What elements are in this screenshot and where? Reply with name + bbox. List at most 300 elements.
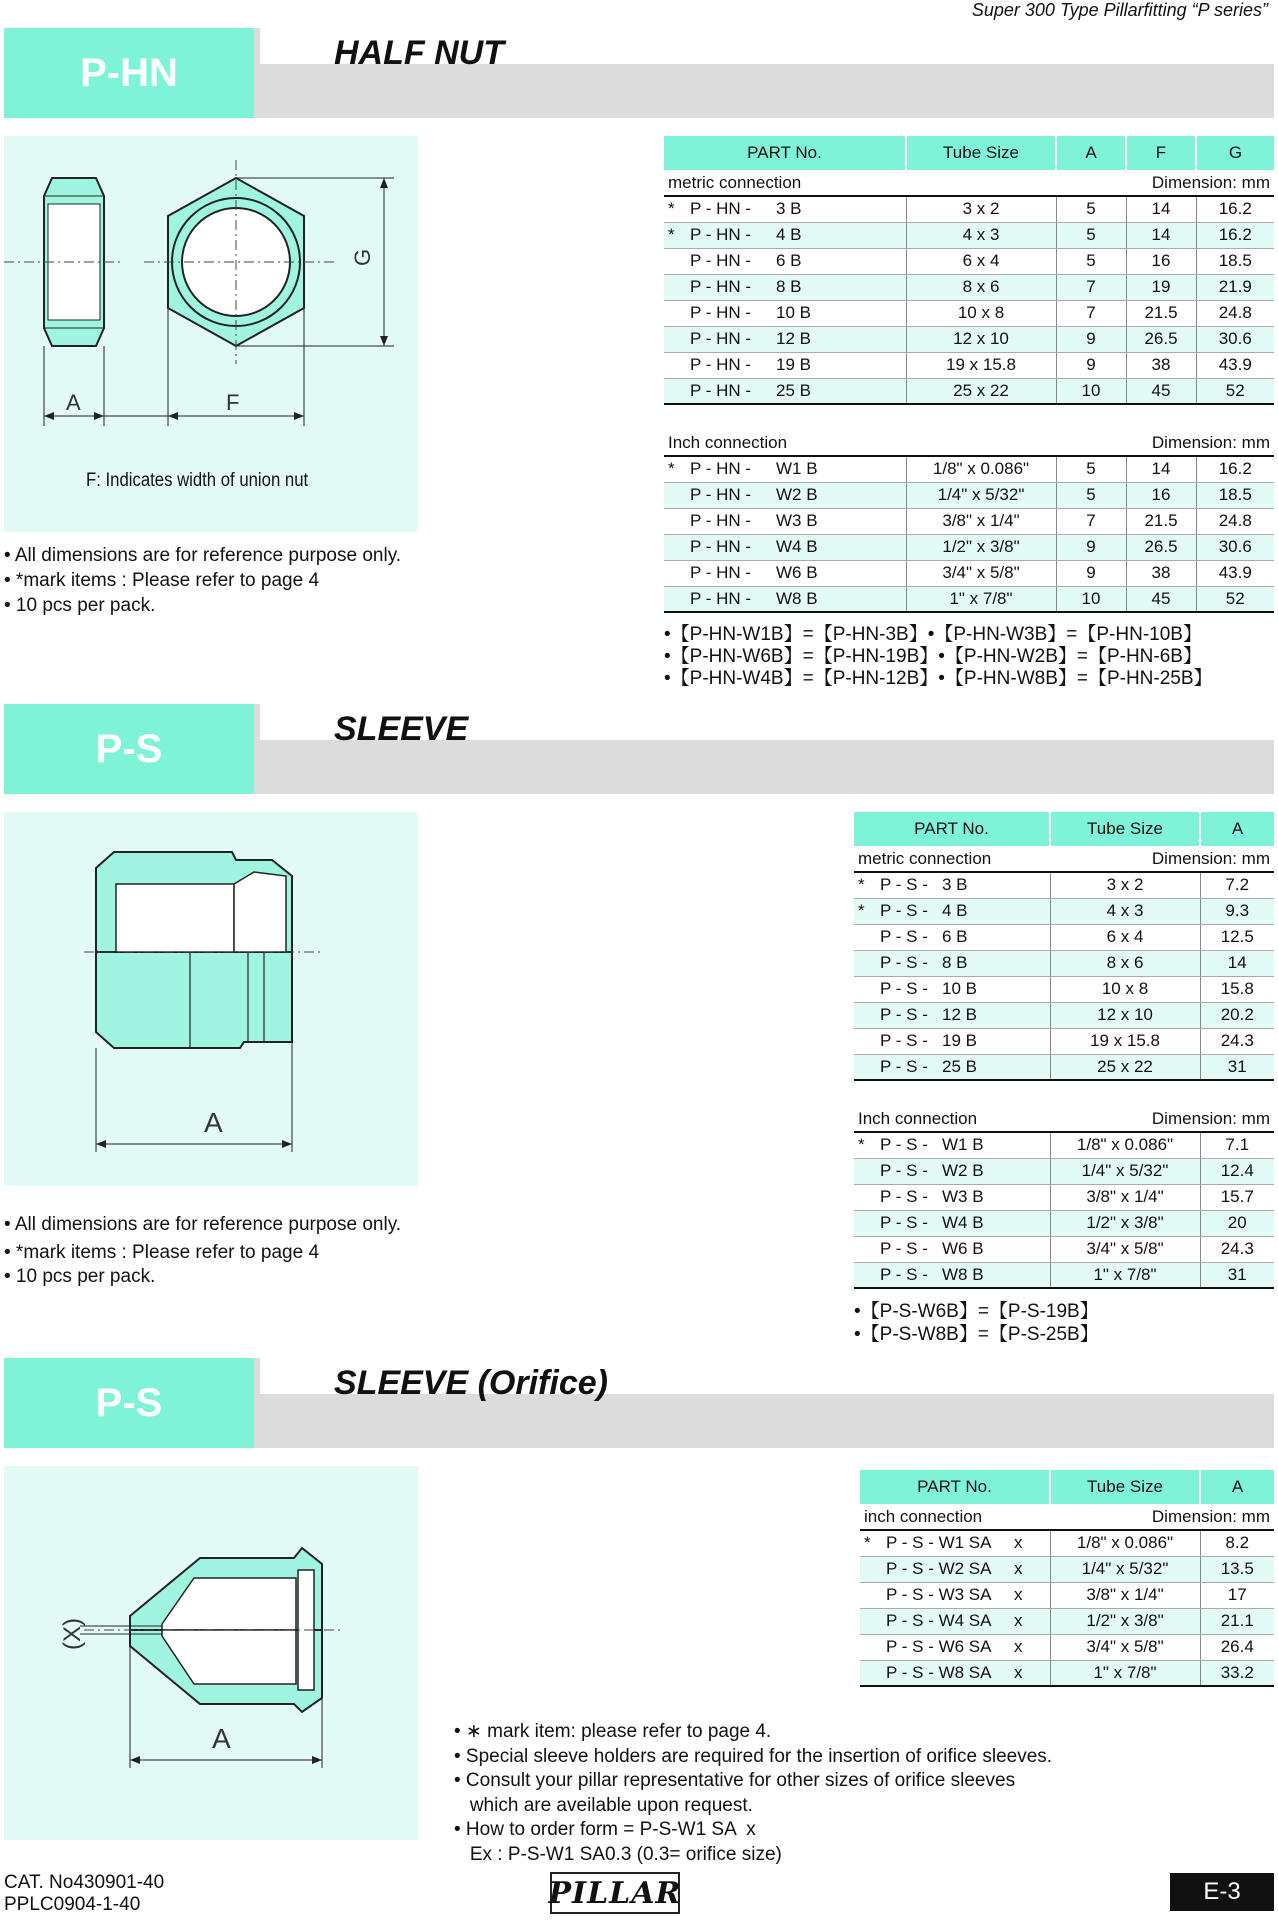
part-number-cell — [854, 924, 1050, 950]
value-cell: 24.8 — [1196, 300, 1274, 326]
part-prefix: P - HN - — [690, 563, 752, 582]
value-cell: 1/8" x 0.086" — [906, 456, 1056, 482]
value-cell: 6 x 4 — [906, 248, 1056, 274]
mark-star: * — [864, 1533, 871, 1553]
part-number-cell — [664, 222, 906, 248]
value-cell: 5 — [1056, 222, 1126, 248]
value-cell: 9 — [1056, 326, 1126, 352]
part-number-cell — [860, 1634, 1050, 1660]
value-cell: 31 — [1200, 1262, 1274, 1288]
part-suffix: x — [1014, 1585, 1023, 1604]
col-header-a: A — [1200, 812, 1274, 846]
part-number-cell — [664, 378, 906, 404]
value-cell: 43.9 — [1196, 352, 1274, 378]
part-prefix: P - S - W3 SA — [886, 1585, 992, 1604]
part-prefix: P - S - — [880, 875, 928, 895]
page-number: E-3 — [1170, 1873, 1274, 1911]
part-prefix: P - S - — [880, 1161, 928, 1180]
part-prefix: P - S - W8 SA — [886, 1662, 992, 1682]
part-prefix: P - HN - — [690, 251, 752, 270]
group-header-cell — [664, 430, 1274, 456]
part-suffix: x — [1014, 1533, 1023, 1553]
mark-star: * — [668, 459, 675, 479]
value-cell: 5 — [1056, 196, 1126, 222]
table-row — [854, 1054, 1274, 1080]
value-cell: 31 — [1200, 1054, 1274, 1080]
value-cell: 21.9 — [1196, 274, 1274, 300]
section-band-half-nut — [4, 28, 1274, 118]
value-cell: 1/8" x 0.086" — [1050, 1132, 1200, 1158]
value-cell: 52 — [1196, 378, 1274, 404]
part-number-cell — [854, 1054, 1050, 1080]
table-row — [664, 456, 1274, 482]
col-header-tube-size: Tube Size — [906, 136, 1056, 170]
part-number-cell — [664, 456, 906, 482]
value-cell: 1/4" x 5/32" — [1050, 1158, 1200, 1184]
part-suffix: 25 B — [776, 380, 811, 400]
value-cell: 33.2 — [1200, 1660, 1274, 1686]
table-row — [854, 1184, 1274, 1210]
value-cell: 16.2 — [1196, 456, 1274, 482]
value-cell: 26.5 — [1126, 534, 1196, 560]
part-number-cell — [854, 898, 1050, 924]
orifice-sleeve-table — [860, 1470, 1274, 1687]
note-line: • How to order form = P-S-W1 SA x — [454, 1819, 756, 1840]
catalog-number — [4, 1872, 164, 1916]
part-number-cell — [854, 1002, 1050, 1028]
value-cell: 7 — [1056, 274, 1126, 300]
part-number-cell — [860, 1608, 1050, 1634]
note-line: • *mark items : Please refer to page 4 — [4, 570, 320, 591]
value-cell: 25 x 22 — [906, 378, 1056, 404]
part-prefix: P - S - — [880, 1135, 928, 1155]
value-cell: 14 — [1126, 222, 1196, 248]
part-prefix: P - HN - — [690, 511, 752, 530]
part-suffix: W8 B — [776, 588, 818, 608]
part-prefix: P - S - — [880, 979, 928, 998]
connection-label: metric connection — [858, 848, 992, 868]
value-cell: 7.2 — [1200, 872, 1274, 898]
part-prefix: P - HN - — [690, 277, 752, 296]
part-suffix: 12 B — [776, 329, 811, 348]
part-suffix: 8 B — [776, 277, 802, 296]
part-number-cell — [664, 586, 906, 612]
value-cell: 30.6 — [1196, 326, 1274, 352]
part-number-cell — [860, 1660, 1050, 1686]
connection-label: inch connection — [864, 1506, 983, 1526]
table-row — [854, 872, 1274, 898]
dimension-unit-label: Dimension: mm — [1151, 848, 1270, 868]
value-cell: 45 — [1126, 586, 1196, 612]
group-header-row — [860, 1504, 1274, 1530]
value-cell: 1/2" x 3/8" — [906, 534, 1056, 560]
note-line: • All dimensions are for reference purpose only. — [4, 545, 402, 566]
part-number-cell — [664, 326, 906, 352]
col-header-tube-size: Tube Size — [1050, 1470, 1200, 1504]
value-cell: 25 x 22 — [1050, 1054, 1200, 1080]
part-suffix: 10 B — [942, 979, 977, 998]
part-suffix: 19 B — [776, 355, 811, 374]
part-number-cell — [860, 1530, 1050, 1556]
value-cell: 3/8" x 1/4" — [906, 508, 1056, 534]
part-number-cell — [854, 1262, 1050, 1288]
table-row — [860, 1530, 1274, 1556]
part-number-cell — [854, 1158, 1050, 1184]
part-prefix: P - S - — [880, 1031, 928, 1050]
note-line: • All dimensions are for reference purpose only. — [4, 1214, 402, 1235]
part-number-cell — [664, 300, 906, 326]
value-cell: 5 — [1056, 456, 1126, 482]
part-suffix: W2 B — [942, 1161, 984, 1180]
part-suffix: 19 B — [942, 1031, 977, 1050]
dim-label-a: A — [66, 390, 81, 415]
value-cell: 21.5 — [1126, 508, 1196, 534]
value-cell: 18.5 — [1196, 482, 1274, 508]
part-number-cell — [664, 508, 906, 534]
mark-star: * — [858, 1135, 865, 1155]
part-number-cell — [664, 482, 906, 508]
part-prefix: P - S - — [880, 1239, 928, 1258]
value-cell: 1/4" x 5/32" — [906, 482, 1056, 508]
section-title: HALF NUT — [334, 34, 504, 72]
part-prefix: P - HN - — [690, 459, 752, 479]
section-code: P-S — [4, 704, 254, 794]
part-prefix: P - S - W2 SA — [886, 1559, 992, 1578]
table-row — [854, 1262, 1274, 1288]
mark-star: * — [668, 225, 675, 244]
part-suffix: x — [1014, 1662, 1023, 1682]
table-row — [854, 976, 1274, 1002]
part-prefix: P - HN - — [690, 588, 752, 608]
table-row — [664, 560, 1274, 586]
table-row — [860, 1556, 1274, 1582]
group-header-cell — [854, 846, 1274, 872]
spacer-cell — [664, 404, 1274, 430]
part-number-cell — [860, 1582, 1050, 1608]
value-cell: 1/8" x 0.086" — [1050, 1530, 1200, 1556]
value-cell: 16.2 — [1196, 196, 1274, 222]
value-cell: 17 — [1200, 1582, 1274, 1608]
value-cell: 9 — [1056, 560, 1126, 586]
col-header-part-no: PART No. — [854, 812, 1050, 846]
dim-label-a: A — [212, 1723, 231, 1754]
orifice-sleeve-figure — [4, 1466, 418, 1840]
value-cell: 8 x 6 — [1050, 950, 1200, 976]
value-cell: 21.1 — [1200, 1608, 1274, 1634]
value-cell: 3/8" x 1/4" — [1050, 1184, 1200, 1210]
equivalent-line: •【P-S-W8B】=【P-S-25B】 — [854, 1324, 1099, 1345]
part-prefix: P - S - — [880, 1005, 928, 1024]
value-cell: 3/8" x 1/4" — [1050, 1582, 1200, 1608]
table-row — [664, 378, 1274, 404]
part-number-cell — [854, 1236, 1050, 1262]
value-cell: 52 — [1196, 586, 1274, 612]
value-cell: 15.7 — [1200, 1184, 1274, 1210]
section-code: P-HN — [4, 28, 254, 118]
note-line: • 10 pcs per pack. — [4, 595, 156, 616]
part-number-cell — [854, 1184, 1050, 1210]
value-cell: 16.2 — [1196, 222, 1274, 248]
part-prefix: P - HN - — [690, 225, 752, 244]
part-suffix: 6 B — [942, 927, 968, 946]
part-prefix: P - S - W4 SA — [886, 1611, 992, 1630]
half-nut-equivalents — [664, 624, 1213, 690]
table-row — [664, 248, 1274, 274]
table-row — [664, 508, 1274, 534]
table-row — [860, 1634, 1274, 1660]
value-cell: 19 — [1126, 274, 1196, 300]
value-cell: 19 x 15.8 — [906, 352, 1056, 378]
part-suffix: x — [1014, 1559, 1023, 1578]
col-header-g: G — [1196, 136, 1274, 170]
value-cell: 20.2 — [1200, 1002, 1274, 1028]
value-cell: 3/4" x 5/8" — [1050, 1236, 1200, 1262]
value-cell: 1" x 7/8" — [1050, 1262, 1200, 1288]
part-suffix: W3 B — [942, 1187, 984, 1206]
half-nut-notes — [4, 543, 401, 618]
table-row — [664, 586, 1274, 612]
dimension-unit-label: Dimension: mm — [1151, 432, 1270, 452]
part-prefix: P - HN - — [690, 537, 752, 556]
equivalent-line: •【P-HN-W1B】=【P-HN-3B】•【P-HN-W3B】=【P-HN-10B】 — [664, 624, 1202, 645]
value-cell: 1/2" x 3/8" — [1050, 1608, 1200, 1634]
dimension-unit-label: Dimension: mm — [1151, 172, 1270, 192]
part-suffix: 8 B — [942, 953, 968, 972]
part-prefix: P - HN - — [690, 485, 752, 504]
section-title: SLEEVE — [334, 710, 469, 748]
part-prefix: P - S - — [880, 953, 928, 972]
value-cell: 12.4 — [1200, 1158, 1274, 1184]
sleeve-table — [854, 812, 1274, 1289]
value-cell: 10 x 8 — [906, 300, 1056, 326]
value-cell: 43.9 — [1196, 560, 1274, 586]
value-cell: 30.6 — [1196, 534, 1274, 560]
group-header-cell — [860, 1504, 1274, 1530]
value-cell: 4 x 3 — [1050, 898, 1200, 924]
value-cell: 24.3 — [1200, 1028, 1274, 1054]
table-row — [664, 326, 1274, 352]
part-suffix: 6 B — [776, 251, 802, 270]
part-suffix: W2 B — [776, 485, 818, 504]
sleeve-notes — [4, 1211, 401, 1291]
table-row — [664, 300, 1274, 326]
value-cell: 5 — [1056, 482, 1126, 508]
section-band-sleeve-orifice — [4, 1358, 1274, 1448]
part-suffix: 3 B — [942, 875, 968, 895]
mark-star: * — [858, 875, 865, 895]
value-cell: 15.8 — [1200, 976, 1274, 1002]
catalog-number-line: CAT. No430901-40 — [4, 1872, 165, 1893]
table-row — [664, 352, 1274, 378]
connection-label: Inch connection — [858, 1108, 978, 1128]
dim-label-g: G — [350, 248, 375, 266]
value-cell: 38 — [1126, 560, 1196, 586]
value-cell: 16 — [1126, 482, 1196, 508]
part-suffix: 12 B — [942, 1005, 977, 1024]
table-row — [664, 274, 1274, 300]
half-nut-table — [664, 136, 1274, 613]
part-prefix: P - S - — [880, 1187, 928, 1206]
part-prefix: P - S - W6 SA — [886, 1637, 992, 1656]
dim-label-x: (X) — [59, 1618, 86, 1650]
value-cell: 5 — [1056, 248, 1126, 274]
value-cell: 14 — [1126, 456, 1196, 482]
pillar-logo: PILLAR — [550, 1872, 680, 1914]
part-number-cell — [854, 1210, 1050, 1236]
value-cell: 1" x 7/8" — [906, 586, 1056, 612]
part-prefix: P - S - W1 SA — [886, 1533, 992, 1553]
part-suffix: 3 B — [776, 199, 802, 219]
part-suffix: x — [1014, 1637, 1023, 1656]
value-cell: 24.8 — [1196, 508, 1274, 534]
part-number-cell — [664, 274, 906, 300]
table-row — [854, 1002, 1274, 1028]
part-suffix: 4 B — [776, 225, 802, 244]
note-line: which are aveilable upon request. — [454, 1794, 753, 1816]
table-row — [854, 898, 1274, 924]
part-number-cell — [664, 352, 906, 378]
value-cell: 10 x 8 — [1050, 976, 1200, 1002]
part-suffix: W4 B — [776, 537, 818, 556]
value-cell: 13.5 — [1200, 1556, 1274, 1582]
equivalent-line: •【P-HN-W6B】=【P-HN-19B】•【P-HN-W2B】=【P-HN-6B】 — [664, 646, 1202, 667]
orifice-sleeve-drawing — [4, 1466, 418, 1840]
part-suffix: W3 B — [776, 511, 818, 530]
part-number-cell — [860, 1556, 1050, 1582]
part-suffix: W4 B — [942, 1213, 984, 1232]
group-header-row — [854, 846, 1274, 872]
sleeve-drawing — [4, 812, 418, 1186]
value-cell: 9 — [1056, 352, 1126, 378]
part-number-cell — [664, 534, 906, 560]
table-row — [854, 1132, 1274, 1158]
connection-label: metric connection — [668, 172, 802, 192]
group-header-row — [664, 430, 1274, 456]
table-row — [664, 222, 1274, 248]
value-cell: 45 — [1126, 378, 1196, 404]
value-cell: 14 — [1200, 950, 1274, 976]
value-cell: 16 — [1126, 248, 1196, 274]
section-band-sleeve — [4, 704, 1274, 794]
part-number-cell — [854, 1132, 1050, 1158]
col-header-part-no: PART No. — [664, 136, 906, 170]
note-line: Ex : P-S-W1 SA0.3 (0.3= orifice size) — [454, 1843, 782, 1865]
value-cell: 7 — [1056, 508, 1126, 534]
value-cell: 26.5 — [1126, 326, 1196, 352]
value-cell: 10 — [1056, 378, 1126, 404]
table-row — [664, 482, 1274, 508]
value-cell: 19 x 15.8 — [1050, 1028, 1200, 1054]
value-cell: 7 — [1056, 300, 1126, 326]
mark-star: * — [668, 199, 675, 219]
group-header-cell — [854, 1106, 1274, 1132]
part-suffix: 25 B — [942, 1056, 977, 1076]
col-header-tube-size: Tube Size — [1050, 812, 1200, 846]
value-cell: 12 x 10 — [906, 326, 1056, 352]
part-suffix: 10 B — [776, 303, 811, 322]
value-cell: 12 x 10 — [1050, 1002, 1200, 1028]
part-number-cell — [854, 976, 1050, 1002]
part-prefix: P - S - — [880, 1264, 928, 1284]
col-header-a: A — [1056, 136, 1126, 170]
part-prefix: P - S - — [880, 1213, 928, 1232]
value-cell: 7.1 — [1200, 1132, 1274, 1158]
spacer-cell — [854, 1080, 1274, 1106]
value-cell: 14 — [1126, 196, 1196, 222]
table-row — [854, 1158, 1274, 1184]
part-prefix: P - HN - — [690, 199, 752, 219]
table-row — [854, 1236, 1274, 1262]
table-row — [860, 1608, 1274, 1634]
dim-label-f: F — [226, 390, 240, 415]
part-prefix: P - HN - — [690, 329, 752, 348]
value-cell: 9.3 — [1200, 898, 1274, 924]
part-suffix: W1 B — [776, 459, 818, 479]
value-cell: 8 x 6 — [906, 274, 1056, 300]
part-prefix: P - HN - — [690, 303, 752, 322]
catalog-code-line: PPLC0904-1-40 — [4, 1894, 141, 1915]
section-title: SLEEVE (Orifice) — [334, 1364, 608, 1402]
value-cell: 3 x 2 — [906, 196, 1056, 222]
part-prefix: P - S - — [880, 1056, 928, 1076]
spacer-row — [664, 404, 1274, 430]
part-suffix: W8 B — [942, 1264, 984, 1284]
group-header-row — [664, 170, 1274, 196]
note-line: • Consult your pillar representative for other sizes of orifice sleeves — [454, 1770, 1016, 1791]
part-prefix: P - HN - — [690, 355, 752, 374]
value-cell: 1/4" x 5/32" — [1050, 1556, 1200, 1582]
figure-caption: F: Indicates width of union nut — [86, 470, 309, 491]
part-suffix: W6 B — [942, 1239, 984, 1258]
value-cell: 24.3 — [1200, 1236, 1274, 1262]
value-cell: 3/4" x 5/8" — [906, 560, 1056, 586]
table-row — [854, 924, 1274, 950]
section-code: P-S — [4, 1358, 254, 1448]
value-cell: 9 — [1056, 534, 1126, 560]
value-cell: 10 — [1056, 586, 1126, 612]
part-prefix: P - HN - — [690, 380, 752, 400]
table-row — [664, 196, 1274, 222]
mark-star: * — [858, 901, 865, 920]
part-suffix: W1 B — [942, 1135, 984, 1155]
part-number-cell — [854, 950, 1050, 976]
note-line: • *mark items : Please refer to page 4 — [4, 1242, 320, 1263]
part-number-cell — [854, 872, 1050, 898]
value-cell: 38 — [1126, 352, 1196, 378]
note-line: • 10 pcs per pack. — [4, 1266, 156, 1287]
part-number-cell — [664, 196, 906, 222]
value-cell: 21.5 — [1126, 300, 1196, 326]
col-header-f: F — [1126, 136, 1196, 170]
series-header: Super 300 Type Pillarfitting “P series” — [971, 0, 1268, 20]
sleeve-figure — [4, 812, 418, 1186]
group-header-row — [854, 1106, 1274, 1132]
table-row — [664, 534, 1274, 560]
value-cell: 20 — [1200, 1210, 1274, 1236]
dimension-unit-label: Dimension: mm — [1151, 1108, 1270, 1128]
group-header-cell — [664, 170, 1274, 196]
connection-label: Inch connection — [668, 432, 788, 452]
col-header-part-no: PART No. — [860, 1470, 1050, 1504]
value-cell: 26.4 — [1200, 1634, 1274, 1660]
value-cell: 4 x 3 — [906, 222, 1056, 248]
equivalent-line: •【P-S-W6B】=【P-S-19B】 — [854, 1301, 1099, 1322]
part-suffix: x — [1014, 1611, 1023, 1630]
part-suffix: 4 B — [942, 901, 968, 920]
value-cell: 6 x 4 — [1050, 924, 1200, 950]
orifice-sleeve-notes — [454, 1720, 1052, 1867]
value-cell: 18.5 — [1196, 248, 1274, 274]
